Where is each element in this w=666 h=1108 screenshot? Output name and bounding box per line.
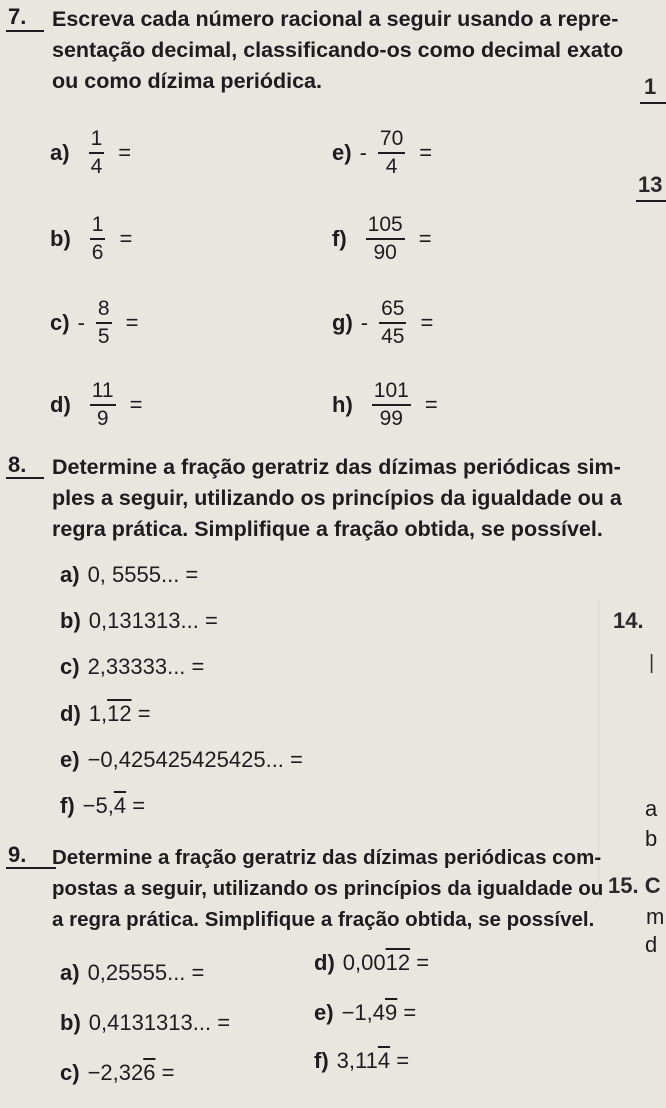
decimal-expression: 0,0012 = bbox=[342, 950, 430, 975]
fraction-numerator: 101 bbox=[373, 379, 409, 402]
decimal-expression: −2,326 = bbox=[87, 1060, 175, 1085]
item-letter: e) bbox=[314, 1000, 334, 1025]
decimal-expression: 0,131313... = bbox=[88, 608, 218, 633]
item-letter: f) bbox=[314, 1048, 329, 1073]
column-divider bbox=[598, 600, 599, 900]
fraction bbox=[90, 380, 116, 430]
fraction-numerator: 8 bbox=[97, 297, 110, 320]
item-letter: a) bbox=[50, 140, 70, 165]
item-letter: a) bbox=[60, 562, 80, 587]
q9-instruction-line-2: postas a seguir, utilizando os princípios da igualdade ou bbox=[52, 877, 604, 900]
fraction bbox=[366, 214, 405, 264]
item-letter: c) bbox=[50, 310, 70, 335]
item-letter: g) bbox=[332, 310, 353, 335]
q9-item-c bbox=[60, 1060, 174, 1086]
item-letter: c) bbox=[60, 654, 80, 679]
fraction bbox=[372, 380, 411, 430]
decimal-expression: −0,425425425425... = bbox=[87, 747, 303, 772]
decimal-expression: 3,114 = bbox=[336, 1048, 410, 1073]
fraction-numerator: 11 bbox=[91, 379, 114, 402]
decimal-expression: −5,4 = bbox=[82, 793, 146, 818]
q8-item-a bbox=[60, 562, 198, 588]
item-letter: e) bbox=[332, 140, 352, 165]
q8-number: 8. bbox=[8, 452, 27, 477]
edge-fragment-8: d bbox=[645, 932, 658, 957]
equals-sign: = bbox=[119, 226, 133, 251]
q8-instruction-line-1: Determine a fração geratriz das dízimas periódicas sim- bbox=[52, 455, 621, 479]
q7-item-c bbox=[50, 298, 138, 348]
q9-item-f bbox=[314, 1048, 409, 1074]
q9-item-a bbox=[60, 960, 204, 986]
decimal-expression: 0,4131313... = bbox=[88, 1010, 231, 1035]
q7-instruction-line-3: ou como dízima periódica. bbox=[52, 69, 322, 93]
fraction-denominator: 5 bbox=[97, 325, 110, 348]
edge-underline-1 bbox=[640, 102, 666, 104]
q7-item-e bbox=[332, 128, 432, 178]
item-letter: d) bbox=[50, 392, 71, 417]
q8-item-d bbox=[60, 701, 151, 727]
q9-item-e bbox=[314, 1000, 416, 1026]
q7-number: 7. bbox=[8, 4, 27, 29]
q7-item-f bbox=[332, 214, 432, 264]
item-letter: f) bbox=[60, 793, 75, 818]
q7-item-g bbox=[332, 298, 433, 348]
item-letter: f) bbox=[332, 226, 347, 251]
edge-underline-2 bbox=[636, 200, 666, 202]
fraction bbox=[378, 128, 405, 178]
q7-instruction-line-1: Escreva cada número racional a seguir usando a repre- bbox=[52, 7, 619, 31]
item-letter: b) bbox=[60, 608, 81, 633]
item-letter: e) bbox=[60, 747, 80, 772]
fraction bbox=[379, 298, 406, 348]
fraction-denominator: 45 bbox=[381, 325, 405, 348]
item-letter: b) bbox=[50, 226, 71, 251]
fraction-numerator: 105 bbox=[367, 213, 403, 236]
fraction-numerator: 1 bbox=[90, 127, 103, 150]
q9-item-d bbox=[314, 950, 429, 976]
q7-item-d bbox=[50, 380, 142, 430]
q7-number-underline bbox=[6, 30, 44, 32]
equals-sign: = bbox=[424, 392, 438, 417]
edge-fragment-4: a bbox=[645, 796, 658, 821]
decimal-expression: 2,33333... = bbox=[87, 654, 205, 679]
q7-item-h bbox=[332, 380, 438, 430]
q9-instruction-line-1: Determine a fração geratriz das dízimas periódicas com- bbox=[52, 846, 602, 869]
q7-instruction-line-2: sentação decimal, classificando-os como decimal exato bbox=[52, 38, 624, 62]
item-letter: h) bbox=[332, 392, 353, 417]
fraction-numerator: 65 bbox=[381, 297, 405, 320]
q7-item-b bbox=[50, 214, 132, 264]
edge-bar-mark: | bbox=[649, 652, 655, 674]
equals-sign: = bbox=[118, 140, 132, 165]
edge-fragment-7: m bbox=[646, 904, 665, 929]
decimal-expression: −1,49 = bbox=[341, 1000, 417, 1025]
q8-instruction-line-3: regra prática. Simplifique a fração obtida, se possível. bbox=[52, 517, 603, 541]
fraction bbox=[96, 298, 112, 348]
fraction-denominator: 6 bbox=[91, 241, 104, 264]
fraction-denominator: 9 bbox=[96, 407, 109, 430]
fraction-denominator: 90 bbox=[373, 241, 397, 264]
decimal-expression: 0, 5555... = bbox=[87, 562, 199, 587]
edge-fragment-5: b bbox=[645, 826, 658, 851]
fraction-numerator: 1 bbox=[91, 213, 104, 236]
fraction-denominator: 4 bbox=[90, 155, 103, 178]
edge-fragment-6: 15. C bbox=[608, 873, 661, 898]
fraction-denominator: 99 bbox=[379, 407, 403, 430]
fraction-denominator: 4 bbox=[385, 155, 398, 178]
item-letter: c) bbox=[60, 1060, 80, 1085]
q8-item-b bbox=[60, 608, 218, 634]
q9-instruction-line-3: a regra prática. Simplifique a fração obtida, se possível. bbox=[52, 908, 595, 931]
edge-fragment-2: 13 bbox=[638, 172, 663, 197]
equals-sign: = bbox=[420, 310, 434, 335]
equals-sign: = bbox=[418, 226, 432, 251]
equals-sign: = bbox=[419, 140, 433, 165]
item-letter: d) bbox=[314, 950, 335, 975]
q7-item-a bbox=[50, 128, 131, 178]
item-letter: d) bbox=[60, 701, 81, 726]
fraction-sign: - bbox=[77, 310, 85, 335]
fraction-numerator: 70 bbox=[379, 127, 404, 150]
edge-fragment-1: 1 bbox=[644, 74, 657, 99]
q8-item-c bbox=[60, 654, 204, 680]
q9-item-b bbox=[60, 1010, 230, 1036]
q8-item-f bbox=[60, 793, 145, 819]
fraction-sign: - bbox=[360, 310, 369, 335]
item-letter: a) bbox=[60, 960, 80, 985]
q9-number: 9. bbox=[8, 842, 27, 867]
fraction-sign: - bbox=[359, 140, 367, 165]
item-letter: b) bbox=[60, 1010, 81, 1035]
q8-item-e bbox=[60, 747, 303, 773]
edge-fragment-3: 14. bbox=[613, 608, 644, 633]
decimal-expression: 0,25555... = bbox=[87, 960, 205, 985]
equals-sign: = bbox=[125, 310, 139, 335]
decimal-expression: 1,12 = bbox=[88, 701, 151, 726]
fraction bbox=[90, 214, 106, 264]
fraction bbox=[89, 128, 105, 178]
equals-sign: = bbox=[129, 392, 143, 417]
q8-instruction-line-2: ples a seguir, utilizando os princípios da igualdade ou a bbox=[52, 486, 622, 510]
